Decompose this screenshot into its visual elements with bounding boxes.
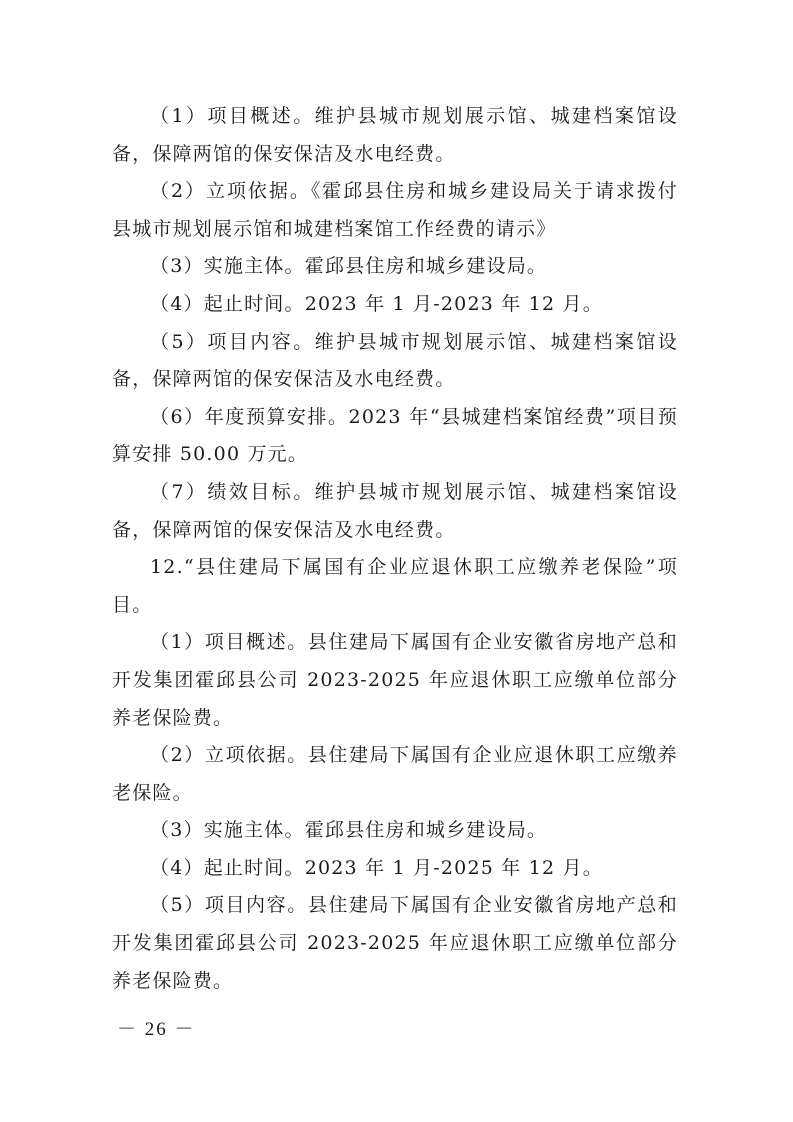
paragraph-2-1-overview: （1）项目概述。县住建局下属国有企业安徽省房地产总和开发集团霍邱县公司 2023-2025 年应退休职工应缴单位部分养老保险费。 [112, 631, 678, 729]
page-number: － 26 － [117, 1019, 196, 1040]
paragraph-2-2-basis: （2）立项依据。县住建局下属国有企业应退休职工应缴养老保险。 [112, 744, 678, 804]
paragraph-2-3-entity: （3）实施主体。霍邱县住房和城乡建设局。 [150, 819, 548, 842]
paragraph-1-3-entity: （3）实施主体。霍邱县住房和城乡建设局。 [150, 255, 548, 278]
paragraph-1-5-content: （5）项目内容。维护县城市规划展示馆、城建档案馆设备，保障两馆的保安保洁及水电经费。 [112, 330, 678, 391]
paragraph-1-6-budget: （6）年度预算安排。2023 年“县城建档案馆经费”项目预算安排 50.00 万元。 [112, 405, 678, 466]
document-body [112, 98, 678, 1000]
paragraph-1-4-period: （4）起止时间。2023 年 1 月-2023 年 12 月。 [150, 292, 603, 315]
paragraph-1-1-overview: （1）项目概述。维护县城市规划展示馆、城建档案馆设备，保障两馆的保安保洁及水电经费。 [112, 105, 678, 165]
paragraph-2-5-content: （5）项目内容。县住建局下属国有企业安徽省房地产总和开发集团霍邱县公司 2023-2025 年应退休职工应缴单位部分养老保险费。 [112, 894, 678, 992]
paragraph-2-4-period: （4）起止时间。2023 年 1 月-2025 年 12 月。 [150, 856, 603, 879]
section-heading-12: 12.“县住建局下属国有企业应退休职工应缴养老保险”项目。 [112, 556, 678, 616]
paragraph-1-7-target: （7）绩效目标。维护县城市规划展示馆、城建档案馆设备，保障两馆的保安保洁及水电经费。 [112, 480, 678, 541]
paragraph-1-2-basis: （2）立项依据。《霍邱县住房和城乡建设局关于请求拨付县城市规划展示馆和城建档案馆工作经费的请示》 [112, 180, 678, 240]
